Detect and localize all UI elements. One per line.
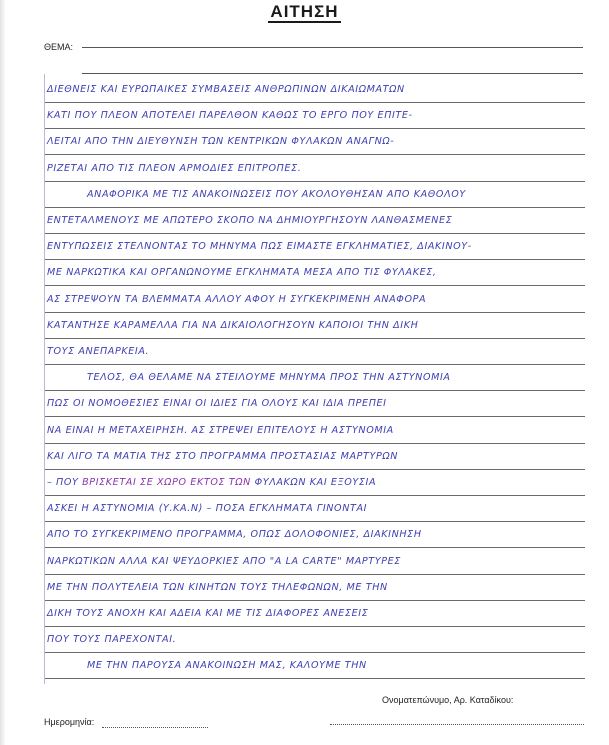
line-text: ΑΝΑΦΟΡΙΚΑ ΜΕ ΤΙΣ ΑΝΑΚΟΙΝΩΣΕΙΣ ΠΟΥ ΑΚΟΛΟΥΘΗΣΑΝ ΑΠΟ ΚΑΘΟΛΟΥ [87,188,466,200]
line-text: ΝΑΡΚΩΤΙΚΩΝ ΑΛΛΑ ΚΑΙ ΨΕΥΔΟΡΚΙΕΣ ΑΠΟ "Α LA CARTE" ΜΑΡΤΥΡΕΣ [47,555,401,567]
handwritten-line [45,102,585,129]
handwritten-line [45,364,585,391]
line-text: ΔΙΕΘΝΕΙΣ ΚΑΙ ΕΥΡΩΠΑΙΚΕΣ ΣΥΜΒΑΣΕΙΣ ΑΝΘΡΩΠΙΝΩΝ ΔΙΚΑΙΩΜΑΤΩΝ [47,84,405,95]
handwritten-line [45,521,585,548]
handwritten-line [45,600,585,627]
line-text: ΔΙΚΗ ΤΟΥΣ ΑΝΟΧΗ ΚΑΙ ΑΔΕΙΑ ΚΑΙ ΜΕ ΤΙΣ ΔΙΑΦΟΡΕΣ ΑΝΕΣΕΙΣ [47,608,369,619]
line-text: – ΠΟΥ [47,477,83,488]
line-text: ΜΕ ΝΑΡΚΩΤΙΚΑ ΚΑΙ ΟΡΓΑΝΩΝΟΥΜΕ ΕΓΚΛΗΜΑΤΑ ΜΕΣΑ ΑΠΟ ΤΙΣ ΦΥΛΑΚΕΣ, [47,267,437,279]
date-label: Ημερομηνία: [44,717,95,727]
line-text: ΦΥΛΑΚΩΝ ΚΑΙ ΕΞΟΥΣΙΑ [250,477,377,488]
handwritten-line [45,574,585,601]
handwritten-line [45,312,585,339]
handwritten-line [45,548,585,575]
handwritten-line [45,128,585,155]
line-text: ΜΕ ΤΗΝ ΠΟΛΥΤΕΛΕΙΑ ΤΩΝ ΚΙΝΗΤΩΝ ΤΟΥΣ ΤΗΛΕΦΩΝΩΝ, ΜΕ ΤΗΝ [47,581,388,593]
form-title: ΑΙΤΗΣΗ [270,2,339,21]
line-text: ΠΩΣ ΟΙ ΝΟΜΟΘΕΣΙΕΣ ΕΙΝΑΙ ΟΙ ΙΔΙΕΣ ΓΙΑ ΟΛΟΥΣ ΚΑΙ ΙΔΙΑ ΠΡΕΠΕΙ [47,398,387,410]
line-text: ΛΕΙΤΑΙ ΑΠΟ ΤΗΝ ΔΙΕΥΘΥΝΣΗ ΤΩΝ ΚΕΝΤΡΙΚΩΝ ΦΥΛΑΚΩΝ ΑΝΑΓΝΩ- [47,136,395,148]
handwritten-line [45,207,585,234]
handwritten-line [45,286,585,313]
handwritten-line [45,626,585,653]
handwritten-line [45,469,585,496]
line-text: ΚΑΙ ΛΙΓΟ ΤΑ ΜΑΤΙΑ ΤΗΣ ΣΤΟ ΠΡΟΓΡΑΜΜΑ ΠΡΟΣΤΑΣΙΑΣ ΜΑΡΤΥΡΩΝ [47,450,399,462]
line-text: ΤΕΛΟΣ, ΘΑ ΘΕΛΑΜΕ ΝΑ ΣΤΕΙΛΟΥΜΕ ΜΗΝΥΜΑ ΠΡΟΣ ΤΗΝ ΑΣΤΥΝΟΜΙΑ [87,372,451,384]
date-dotted-line [102,727,208,728]
handwritten-line [45,259,585,286]
handwritten-line [45,338,585,365]
handwritten-line [45,417,585,444]
line-text: ΤΟΥΣ ΑΝΕΠΑΡΚΕΙΑ. [47,346,150,357]
handwritten-line [45,495,585,522]
handwritten-line [45,443,585,470]
line-text: ΕΝΤΕΤΑΛΜΕΝΟΥΣ ΜΕ ΑΠΩΤΕΡΟ ΣΚΟΠΟ ΝΑ ΔΗΜΙΟΥΡΓΗΣΟΥΝ ΛΑΝΘΑΣΜΕΝΕΣ [47,215,453,226]
handwritten-line [45,155,585,182]
line-text: ΜΕ ΤΗΝ ΠΑΡΟΥΣΑ ΑΝΑΚΟΙΝΩΣΗ ΜΑΣ, ΚΑΛΟΥΜΕ ΤΗΝ [87,660,367,672]
subject-line [82,47,583,48]
page-edge [0,0,6,745]
line-text: ΕΝΤΥΠΩΣΕΙΣ ΣΤΕΛΝΟΝΤΑΣ ΤΟ ΜΗΝΥΜΑ ΠΩΣ ΕΙΜΑΣΤΕ ΕΓΚΛΗΜΑΤΙΕΣ, ΔΙΑΚΙΝΟΥ- [47,241,472,253]
name-label: Ονοματεπώνυμο, Αρ. Καταδίκου: [382,695,514,705]
line-text: ΡΙΖΕΤΑΙ ΑΠΟ ΤΙΣ ΠΛΕΟΝ ΑΡΜΟΔΙΕΣ ΕΠΙΤΡΟΠΕΣ. [47,162,302,174]
line-text: ΑΠΟ ΤΟ ΣΥΓΚΕΚΡΙΜΕΝΟ ΠΡΟΓΡΑΜΜΑ, ΟΠΩΣ ΔΟΛΟΦΟΝΙΕΣ, ΔΙΑΚΙΝΗΣΗ [47,529,422,541]
handwritten-line [45,652,585,679]
name-dotted-line [330,724,584,725]
subject-label: ΘΕΜΑ: [44,42,74,52]
line-text: ΑΣ ΣΤΡΕΨΟΥΝ ΤΑ ΒΛΕΜΜΑΤΑ ΑΛΛΟΥ ΑΦΟΥ Η ΣΥΓΚΕΚΡΙΜΕΝΗ ΑΝΑΦΟΡΑ [47,293,427,305]
handwritten-line [45,76,585,103]
handwritten-line [45,181,585,208]
handwritten-line [45,390,585,417]
line-text: ΑΣΚΕΙ Η ΑΣΤΥΝΟΜΙΑ (Υ.ΚΑ.Ν) – ΠΟΣΑ ΕΓΚΛΗΜΑΤΑ ΓΙΝΟΝΤΑΙ [47,503,368,515]
line-text: ΚΑΤΑΝΤΗΣΕ ΚΑΡΑΜΕΛΛΑ ΓΙΑ ΝΑ ΔΙΚΑΙΟΛΟΓΗΣΟΥΝ ΚΑΠΟΙΟΙ ΤΗΝ ΔΙΚΗ [47,319,419,331]
line-text: ΝΑ ΕΙΝΑΙ Η ΜΕΤΑΧΕΙΡΗΣΗ. ΑΣ ΣΤΡΕΨΕΙ ΕΠΙΤΕΛΟΥΣ Η ΑΣΤΥΝΟΜΙΑ [47,424,394,436]
subject-line-2 [82,73,583,74]
handwritten-line [45,233,585,260]
purple-ink-text: ΒΡΙΣΚΕΤΑΙ ΣΕ ΧΩΡΟ ΕΚΤΟΣ ΤΩΝ [82,477,251,488]
line-text: ΚΑΤΙ ΠΟΥ ΠΛΕΟΝ ΑΠΟΤΕΛΕΙ ΠΑΡΕΛΘΟΝ ΚΑΘΩΣ ΤΟ ΕΡΓΟ ΠΟΥ ΕΠΙΤΕ- [47,110,413,122]
line-text: ΠΟΥ ΤΟΥΣ ΠΑΡΕΧΟΝΤΑΙ. [47,634,177,646]
